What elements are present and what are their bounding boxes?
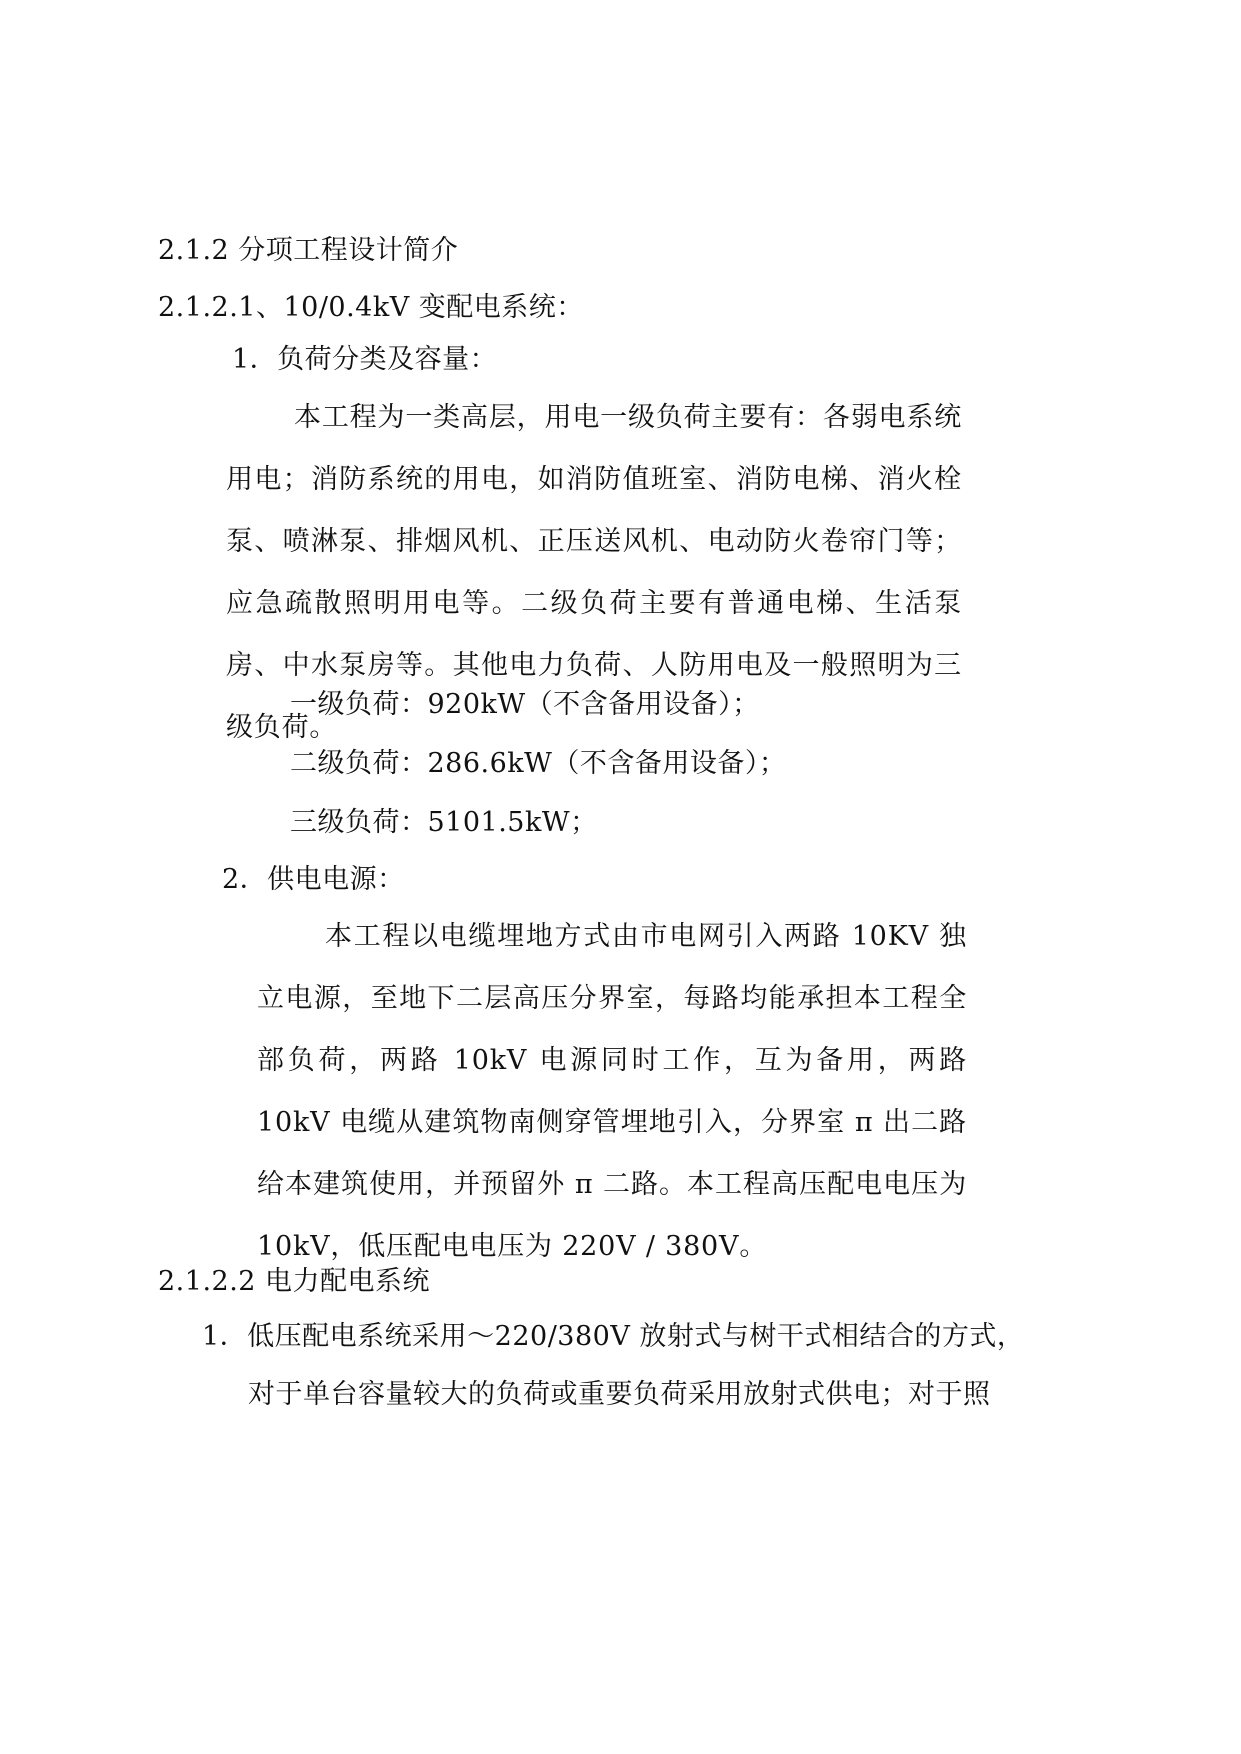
heading-2-1-2-1: 2.1.2.1、10/0.4kV 变配电系统：	[158, 292, 584, 323]
load-classification-paragraph: 本工程为一类高层，用电一级负荷主要有：各弱电系统用电；消防系统的用电，如消防值班室、消防电梯、消火栓泵、喷淋泵、排烟风机、正压送风机、电动防火卷帘门等；应急疏散照明用电等。二级负荷主要有普通电梯、生活泵房、中水泵房等。其他电力负荷、人防用电及一般照明为三级负荷。	[226, 402, 962, 743]
low-voltage-paragraph: 对于单台容量较大的负荷或重要负荷采用放射式供电；对于照	[248, 1379, 991, 1410]
heading-2-1-2-2: 2.1.2.2 电力配电系统	[158, 1266, 431, 1297]
load-level-3: 三级负荷：5101.5kW；	[290, 807, 598, 838]
item-power-supply-title: 2．供电电源：	[222, 864, 405, 895]
power-supply-paragraph: 本工程以电缆埋地方式由市电网引入两路 10KV 独立电源，至地下二层高压分界室，每路均能承担本工程全部负荷，两路 10kV 电源同时工作，互为备用，两路 10kV 电缆从建筑物南侧穿管埋地引入，分界室 π 出二路给本建筑使用，并预留外 π 二路。本工程高压配电电压为 10kV，低压配电电压为 220V / 380V。	[257, 921, 967, 1262]
load-level-1: 一级负荷：920kW（不含备用设备）；	[290, 689, 760, 720]
load-level-2: 二级负荷：286.6kW（不含备用设备）；	[290, 748, 787, 779]
item-low-voltage-title: 1．低压配电系统采用～220/380V 放射式与树干式相结合的方式，	[202, 1321, 1025, 1352]
item-load-classification-title: 1．负荷分类及容量：	[232, 344, 498, 375]
heading-2-1-2: 2.1.2 分项工程设计简介	[158, 235, 459, 266]
